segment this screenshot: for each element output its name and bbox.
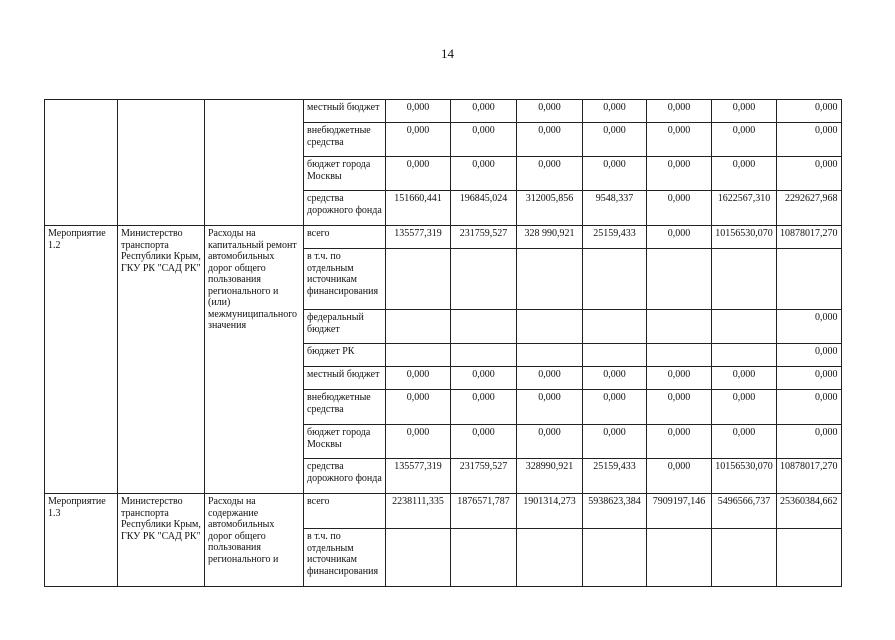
description-cell: Расходы на капитальный ремонт автомобильных дорог общего пользования регионального и (или) межмуниципального значения xyxy=(205,226,304,494)
funding-source-cell: всего xyxy=(304,226,386,249)
value-cell: 0,000 xyxy=(583,100,647,123)
value-cell: 0,000 xyxy=(386,100,451,123)
funding-source-cell: средства дорожного фонда xyxy=(304,459,386,494)
value-cell: 135577,319 xyxy=(386,226,451,249)
value-cell xyxy=(647,529,712,587)
value-cell xyxy=(517,249,583,310)
value-cell: 0,000 xyxy=(647,100,712,123)
value-cell: 0,000 xyxy=(712,390,777,425)
funding-source-cell: местный бюджет xyxy=(304,100,386,123)
funding-source-cell: в т.ч. по отдельным источникам финансирования xyxy=(304,529,386,587)
value-cell: 0,000 xyxy=(777,367,842,390)
funding-source-cell: местный бюджет xyxy=(304,367,386,390)
measure-label-cell: Мероприятие 1.2 xyxy=(45,226,118,494)
value-cell xyxy=(451,310,517,344)
value-cell: 0,000 xyxy=(386,425,451,459)
value-cell: 196845,024 xyxy=(451,191,517,226)
value-cell: 5938623,384 xyxy=(583,494,647,529)
value-cell: 1622567,310 xyxy=(712,191,777,226)
value-cell xyxy=(777,249,842,310)
page-number: 14 xyxy=(441,46,454,61)
value-cell xyxy=(583,310,647,344)
value-cell: 328 990,921 xyxy=(517,226,583,249)
value-cell xyxy=(451,529,517,587)
value-cell: 328990,921 xyxy=(517,459,583,494)
value-cell: 151660,441 xyxy=(386,191,451,226)
table-row xyxy=(45,226,842,249)
value-cell: 0,000 xyxy=(583,367,647,390)
executor-cell: Министерство транспорта Республики Крым, ГКУ РК "САД РК" xyxy=(118,494,205,587)
value-cell: 231759,527 xyxy=(451,459,517,494)
value-cell: 0,000 xyxy=(583,425,647,459)
value-cell: 9548,337 xyxy=(583,191,647,226)
value-cell: 0,000 xyxy=(451,100,517,123)
value-cell: 0,000 xyxy=(712,157,777,191)
value-cell: 25159,433 xyxy=(583,459,647,494)
value-cell: 25360384,662 xyxy=(777,494,842,529)
value-cell: 0,000 xyxy=(777,390,842,425)
value-cell: 0,000 xyxy=(712,123,777,157)
value-cell: 0,000 xyxy=(583,123,647,157)
value-cell: 0,000 xyxy=(386,123,451,157)
value-cell: 312005,856 xyxy=(517,191,583,226)
value-cell xyxy=(647,310,712,344)
value-cell: 0,000 xyxy=(517,123,583,157)
value-cell: 0,000 xyxy=(712,425,777,459)
value-cell xyxy=(517,344,583,367)
funding-source-cell: бюджет города Москвы xyxy=(304,157,386,191)
funding-source-cell: средства дорожного фонда xyxy=(304,191,386,226)
value-cell xyxy=(647,249,712,310)
value-cell: 0,000 xyxy=(712,367,777,390)
value-cell: 0,000 xyxy=(517,390,583,425)
value-cell: 231759,527 xyxy=(451,226,517,249)
value-cell: 0,000 xyxy=(647,123,712,157)
table-row xyxy=(45,494,842,529)
value-cell xyxy=(712,344,777,367)
executor-cell: Министерство транспорта Республики Крым, ГКУ РК "САД РК" xyxy=(118,226,205,494)
value-cell: 0,000 xyxy=(712,100,777,123)
executor-cell xyxy=(118,100,205,226)
value-cell: 0,000 xyxy=(517,367,583,390)
value-cell: 0,000 xyxy=(647,367,712,390)
value-cell: 0,000 xyxy=(583,390,647,425)
value-cell xyxy=(583,529,647,587)
measure-label-cell: Мероприятие 1.3 xyxy=(45,494,118,587)
funding-source-cell: всего xyxy=(304,494,386,529)
value-cell: 0,000 xyxy=(451,157,517,191)
value-cell: 0,000 xyxy=(647,425,712,459)
value-cell xyxy=(647,344,712,367)
value-cell: 1876571,787 xyxy=(451,494,517,529)
value-cell: 0,000 xyxy=(386,390,451,425)
value-cell: 0,000 xyxy=(647,459,712,494)
value-cell: 0,000 xyxy=(777,425,842,459)
value-cell: 0,000 xyxy=(517,425,583,459)
value-cell: 0,000 xyxy=(647,157,712,191)
funding-source-cell: федеральный бюджет xyxy=(304,310,386,344)
value-cell xyxy=(712,249,777,310)
value-cell: 10156530,070 xyxy=(712,226,777,249)
funding-source-cell: внебюджетные средства xyxy=(304,390,386,425)
value-cell xyxy=(777,529,842,587)
value-cell: 0,000 xyxy=(583,157,647,191)
description-cell xyxy=(205,100,304,226)
value-cell: 0,000 xyxy=(777,100,842,123)
funding-source-cell: внебюджетные средства xyxy=(304,123,386,157)
value-cell xyxy=(712,310,777,344)
funding-source-cell: в т.ч. по отдельным источникам финансирования xyxy=(304,249,386,310)
value-cell: 0,000 xyxy=(777,310,842,344)
value-cell xyxy=(386,310,451,344)
value-cell xyxy=(517,310,583,344)
budget-table xyxy=(44,99,842,587)
value-cell: 0,000 xyxy=(517,100,583,123)
value-cell: 0,000 xyxy=(451,425,517,459)
value-cell: 0,000 xyxy=(647,226,712,249)
value-cell: 25159,433 xyxy=(583,226,647,249)
value-cell: 2238111,335 xyxy=(386,494,451,529)
value-cell: 7909197,146 xyxy=(647,494,712,529)
value-cell: 0,000 xyxy=(777,344,842,367)
value-cell: 5496566,737 xyxy=(712,494,777,529)
value-cell: 0,000 xyxy=(517,157,583,191)
value-cell: 0,000 xyxy=(451,123,517,157)
value-cell xyxy=(712,529,777,587)
value-cell xyxy=(517,529,583,587)
value-cell: 0,000 xyxy=(386,367,451,390)
value-cell xyxy=(583,344,647,367)
value-cell: 10878017,270 xyxy=(777,459,842,494)
value-cell: 0,000 xyxy=(386,157,451,191)
value-cell xyxy=(451,344,517,367)
value-cell: 0,000 xyxy=(451,367,517,390)
value-cell: 0,000 xyxy=(647,390,712,425)
value-cell xyxy=(386,344,451,367)
value-cell: 0,000 xyxy=(777,157,842,191)
value-cell: 2292627,968 xyxy=(777,191,842,226)
value-cell xyxy=(386,249,451,310)
value-cell: 0,000 xyxy=(647,191,712,226)
value-cell: 10878017,270 xyxy=(777,226,842,249)
funding-source-cell: бюджет города Москвы xyxy=(304,425,386,459)
value-cell: 1901314,273 xyxy=(517,494,583,529)
value-cell: 10156530,070 xyxy=(712,459,777,494)
value-cell: 0,000 xyxy=(777,123,842,157)
description-cell: Расходы на содержание автомобильных дорог общего пользования регионального и xyxy=(205,494,304,587)
funding-source-cell: бюджет РК xyxy=(304,344,386,367)
value-cell xyxy=(451,249,517,310)
value-cell: 0,000 xyxy=(451,390,517,425)
value-cell: 135577,319 xyxy=(386,459,451,494)
measure-label-cell xyxy=(45,100,118,226)
value-cell xyxy=(386,529,451,587)
table-row xyxy=(45,100,842,123)
value-cell xyxy=(583,249,647,310)
